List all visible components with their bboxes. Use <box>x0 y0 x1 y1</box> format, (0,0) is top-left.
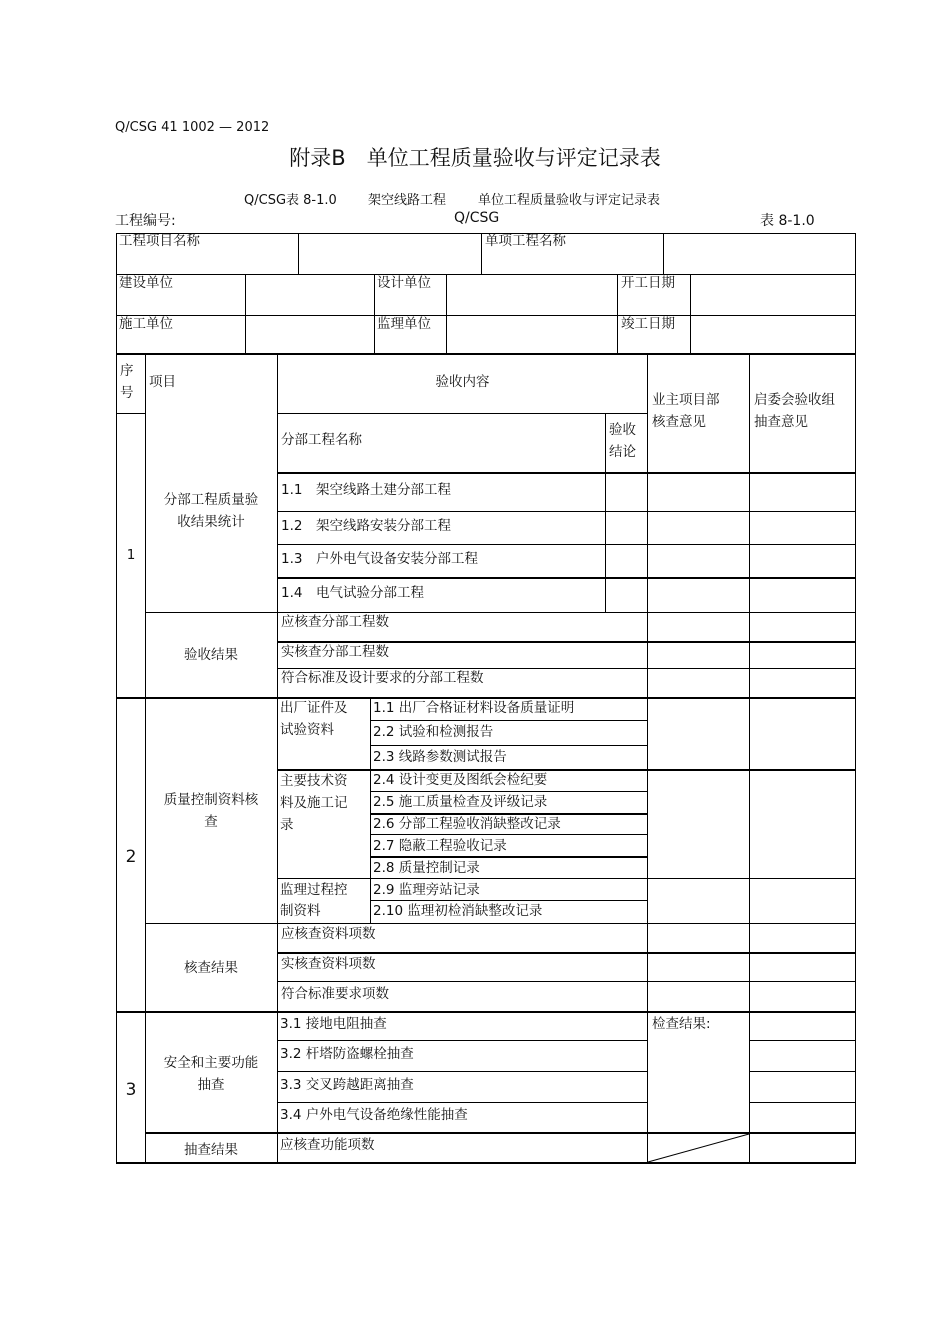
sub-project-row: 1.2 架空线路安装分部工程 <box>281 518 451 534</box>
col-content: 验收内容 <box>435 374 490 390</box>
spot-check-row: 3.3 交叉跨越距离抽查 <box>280 1077 414 1093</box>
col-owner-b: 核查意见 <box>652 414 706 430</box>
diagonal-slash <box>647 1133 750 1163</box>
sub-project-row: 1.3 户外电气设备安装分部工程 <box>281 551 478 567</box>
col-committee-a: 启委会验收组 <box>754 392 835 408</box>
project-no-label: 工程编号: <box>115 213 176 229</box>
group-2-label-c: 录 <box>280 817 294 833</box>
standard-number: Q/CSG 41 1002 — 2012 <box>115 120 270 135</box>
label-supervisor: 监理单位 <box>377 316 431 332</box>
label-project-name: 工程项目名称 <box>119 233 200 249</box>
col-committee-b: 抽查意见 <box>754 414 808 430</box>
result-row: 符合标准及设计要求的分部工程数 <box>281 670 484 686</box>
spot-check-row: 3.4 户外电气设备绝缘性能抽查 <box>280 1107 468 1123</box>
page-title: 附录B 单位工程质量验收与评定记录表 <box>289 146 661 170</box>
material-row: 2.2 试验和检测报告 <box>373 724 494 740</box>
material-row: 2.3 线路参数测试报告 <box>373 749 507 765</box>
spot-check-row: 3.1 接地电阻抽查 <box>280 1016 387 1032</box>
group-3-label-a: 监理过程控 <box>280 882 348 898</box>
center-code: Q/CSG <box>454 210 500 226</box>
group-1-label-b: 试验资料 <box>280 722 334 738</box>
result-row: 实核查资料项数 <box>281 956 376 972</box>
section-3-number: 3 <box>125 1080 137 1100</box>
section-3-result-label: 抽查结果 <box>184 1142 238 1158</box>
result-row: 符合标准要求项数 <box>281 986 389 1002</box>
material-row: 2.7 隐蔽工程验收记录 <box>373 838 507 854</box>
section-3-item-a: 安全和主要功能 <box>163 1055 259 1071</box>
section-1-number: 1 <box>126 547 136 563</box>
conclusion-header-a: 验收 <box>609 422 636 438</box>
sub-project-row: 1.4 电气试验分部工程 <box>281 585 424 601</box>
label-designer: 设计单位 <box>377 275 431 291</box>
result-row: 实核查分部工程数 <box>281 644 389 660</box>
material-row: 2.4 设计变更及图纸会检纪要 <box>373 772 548 788</box>
sub-project-row: 1.1 架空线路土建分部工程 <box>281 482 451 498</box>
result-row: 应核查分部工程数 <box>281 614 389 630</box>
group-3-label-b: 制资料 <box>280 903 321 919</box>
material-row: 2.6 分部工程验收消缺整改记录 <box>373 816 561 832</box>
group-2-label-a: 主要技术资 <box>280 773 348 789</box>
label-builder: 建设单位 <box>119 275 173 291</box>
sub-project-name-header: 分部工程名称 <box>281 432 362 448</box>
result-row: 应核查资料项数 <box>281 926 376 942</box>
result-row: 应核查功能项数 <box>280 1137 375 1153</box>
label-single-project: 单项工程名称 <box>485 233 566 249</box>
label-end-date: 竣工日期 <box>621 316 675 332</box>
col-owner-a: 业主项目部 <box>652 392 720 408</box>
section-2-number: 2 <box>125 847 137 867</box>
group-1-label-a: 出厂证件及 <box>280 700 348 716</box>
section-2-item-b: 查 <box>204 814 218 830</box>
material-row: 2.5 施工质量检查及评级记录 <box>373 794 548 810</box>
table-number: 表 8-1.0 <box>760 213 815 229</box>
label-start-date: 开工日期 <box>621 275 675 291</box>
label-constructor: 施工单位 <box>119 316 173 332</box>
section-2-item-a: 质量控制资料核 <box>163 792 259 808</box>
section-1-result-label: 验收结果 <box>184 647 238 663</box>
line-type: 架空线路工程 <box>368 193 447 208</box>
form-code: Q/CSG表 8-1.0 <box>244 193 337 208</box>
material-row: 2.8 质量控制记录 <box>373 860 480 876</box>
section-1-item-a: 分部工程质量验 <box>163 492 259 508</box>
material-row: 1.1 出厂合格证材料设备质量证明 <box>373 700 575 716</box>
col-no-b: 号 <box>120 385 134 401</box>
section-1-item-b: 收结果统计 <box>177 514 245 530</box>
material-row: 2.10 监理初检消缺整改记录 <box>373 903 543 919</box>
section-3-item-b: 抽查 <box>197 1077 225 1093</box>
material-row: 2.9 监理旁站记录 <box>373 882 480 898</box>
section-2-result-label: 核查结果 <box>184 960 238 976</box>
col-no-a: 序 <box>120 363 134 379</box>
check-result-label: 检查结果: <box>652 1016 711 1032</box>
spot-check-row: 3.2 杆塔防盗螺栓抽查 <box>280 1046 414 1062</box>
group-2-label-b: 料及施工记 <box>280 795 348 811</box>
form-title: 单位工程质量验收与评定记录表 <box>478 193 661 208</box>
conclusion-header-b: 结论 <box>609 444 636 460</box>
col-item: 项目 <box>149 374 176 390</box>
